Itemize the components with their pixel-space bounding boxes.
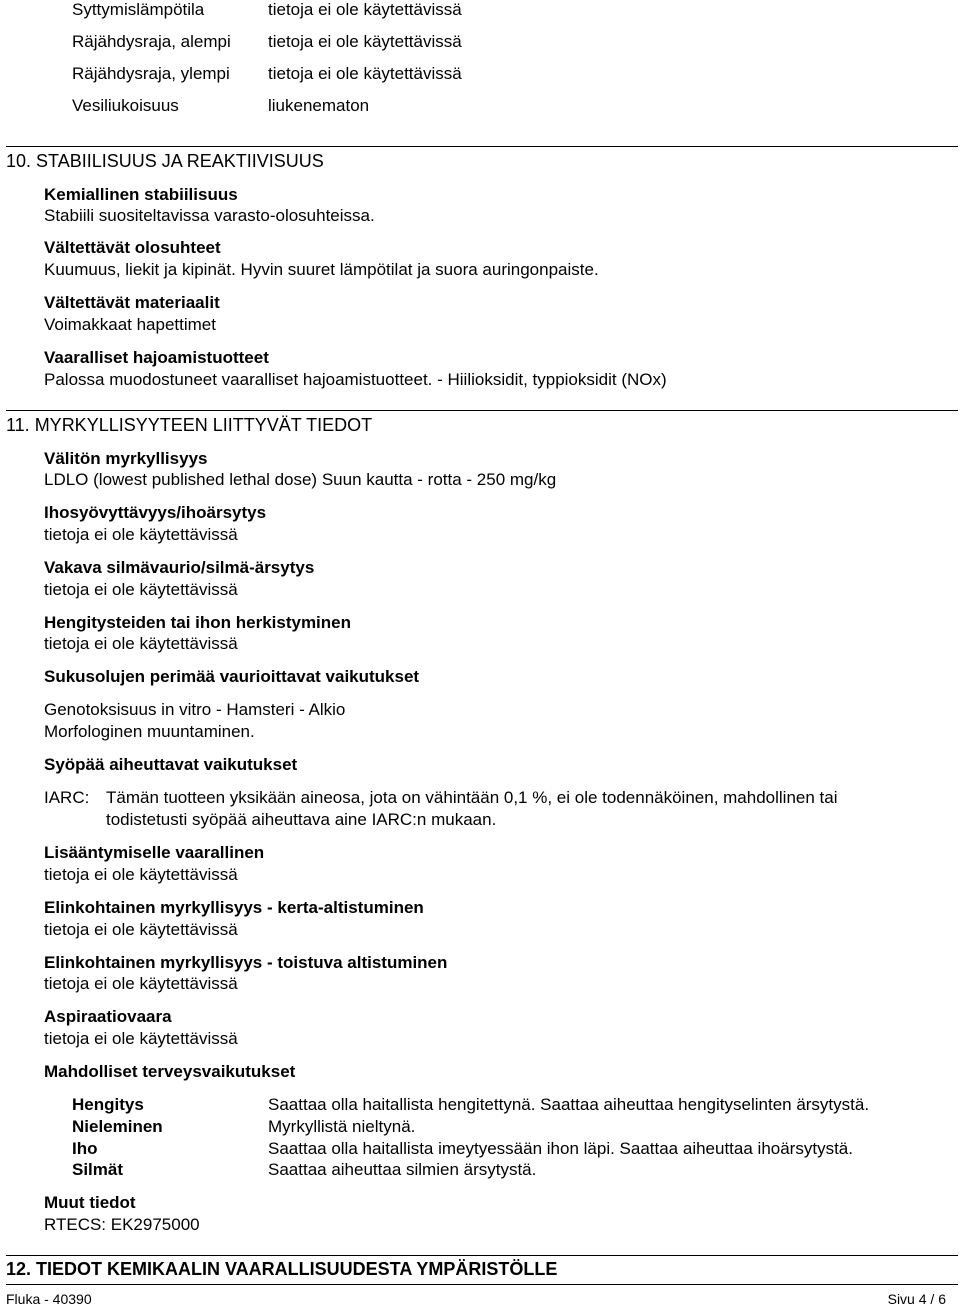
property-value: tietoja ei ole käytettävissä bbox=[268, 32, 462, 51]
acute-toxicity-text: LDLO (lowest published lethal dose) Suun kautta - rotta - 250 mg/kg bbox=[44, 470, 557, 489]
eye-damage-heading: Vakava silmävaurio/silmä-ärsytys bbox=[44, 558, 315, 577]
health-effect-route: Nieleminen bbox=[72, 1117, 163, 1136]
health-effects-heading: Mahdolliset terveysvaikutukset bbox=[44, 1062, 296, 1081]
footer-divider bbox=[6, 1284, 958, 1285]
health-effect-route: Hengitys bbox=[72, 1095, 144, 1114]
page-total: 6 bbox=[938, 1291, 946, 1307]
property-label: Räjähdysraja, ylempi bbox=[72, 64, 230, 83]
stot-repeated-text: tietoja ei ole käytettävissä bbox=[44, 974, 238, 993]
footer-product: Fluka - 40390 bbox=[6, 1291, 92, 1307]
iarc-text-line2: todistetusti syöpää aiheuttava aine IARC:n mukaan. bbox=[106, 810, 497, 829]
reproductive-toxicity-heading: Lisääntymiselle vaarallinen bbox=[44, 843, 265, 862]
other-info-text: RTECS: EK2975000 bbox=[44, 1215, 200, 1234]
materials-heading: Vältettävät materiaalit bbox=[44, 293, 220, 312]
footer-page-number bbox=[888, 1290, 946, 1308]
section-divider bbox=[6, 146, 958, 147]
health-effect-text: Saattaa aiheuttaa silmien ärsytystä. bbox=[268, 1160, 537, 1179]
aspiration-heading: Aspiraatiovaara bbox=[44, 1007, 172, 1026]
section-divider bbox=[6, 1255, 958, 1256]
stot-repeated-heading: Elinkohtainen myrkyllisyys - toistuva altistuminen bbox=[44, 953, 448, 972]
carcinogenicity-heading: Syöpää aiheuttavat vaikutukset bbox=[44, 755, 298, 774]
section-11-title: 11. MYRKYLLISYYTEEN LIITTYVÄT TIEDOT bbox=[6, 415, 373, 435]
health-effect-text: Myrkyllistä nieltynä. bbox=[268, 1117, 416, 1136]
section-divider bbox=[6, 410, 958, 411]
chemical-stability-text: Stabiili suositeltavissa varasto-olosuhteissa. bbox=[44, 206, 375, 225]
acute-toxicity-heading: Välitön myrkyllisyys bbox=[44, 449, 208, 468]
eye-damage-text: tietoja ei ole käytettävissä bbox=[44, 580, 238, 599]
iarc-text-line1: Tämän tuotteen yksikään aineosa, jota on vähintään 0,1 %, ei ole todennäköinen, mahdollinen tai bbox=[106, 788, 838, 807]
property-label: Räjähdysraja, alempi bbox=[72, 32, 231, 51]
section-12-title: 12. TIEDOT KEMIKAALIN VAARALLISUUDESTA YMPÄRISTÖLLE bbox=[6, 1259, 558, 1279]
page-separator: / bbox=[930, 1291, 935, 1307]
decomposition-text: Palossa muodostuneet vaaralliset hajoamistuotteet. - Hiilioksidit, typpioksidit (NOx) bbox=[44, 370, 667, 389]
aspiration-text: tietoja ei ole käytettävissä bbox=[44, 1029, 238, 1048]
section-10-title: 10. STABIILISUUS JA REAKTIIVISUUS bbox=[6, 151, 324, 171]
skin-corrosion-heading: Ihosyövyttävyys/ihoärsytys bbox=[44, 503, 267, 522]
property-label: Syttymislämpötila bbox=[72, 0, 205, 19]
materials-text: Voimakkaat hapettimet bbox=[44, 315, 216, 334]
sensitization-text: tietoja ei ole käytettävissä bbox=[44, 634, 238, 653]
iarc-label: IARC: bbox=[44, 788, 90, 807]
page-label: Sivu bbox=[887, 1291, 915, 1307]
stot-single-text: tietoja ei ole käytettävissä bbox=[44, 920, 238, 939]
mutagenicity-text-line1: Genotoksisuus in vitro - Hamsteri - Alkio bbox=[44, 700, 346, 719]
property-label: Vesiliukoisuus bbox=[72, 96, 179, 115]
property-value: tietoja ei ole käytettävissä bbox=[268, 0, 462, 19]
skin-corrosion-text: tietoja ei ole käytettävissä bbox=[44, 525, 238, 544]
decomposition-heading: Vaaralliset hajoamistuotteet bbox=[44, 348, 269, 367]
health-effect-text: Saattaa olla haitallista imeytyessään ihon läpi. Saattaa aiheuttaa ihoärsytystä. bbox=[268, 1139, 853, 1158]
chemical-stability-heading: Kemiallinen stabiilisuus bbox=[44, 185, 238, 204]
conditions-text: Kuumuus, liekit ja kipinät. Hyvin suuret lämpötilat ja suora auringonpaiste. bbox=[44, 260, 599, 279]
sensitization-heading: Hengitysteiden tai ihon herkistyminen bbox=[44, 613, 352, 632]
reproductive-toxicity-text: tietoja ei ole käytettävissä bbox=[44, 865, 238, 884]
page-current: 4 bbox=[918, 1291, 927, 1307]
stot-single-heading: Elinkohtainen myrkyllisyys - kerta-altistuminen bbox=[44, 898, 424, 917]
health-effect-text: Saattaa olla haitallista hengitettynä. Saattaa aiheuttaa hengityselinten ärsytystä. bbox=[268, 1095, 870, 1114]
other-info-heading: Muut tiedot bbox=[44, 1193, 136, 1212]
mutagenicity-text-line2: Morfologinen muuntaminen. bbox=[44, 722, 255, 741]
conditions-heading: Vältettävät olosuhteet bbox=[44, 238, 221, 257]
property-value: tietoja ei ole käytettävissä bbox=[268, 64, 462, 83]
health-effect-route: Iho bbox=[72, 1139, 98, 1158]
property-value: liukenematon bbox=[268, 96, 370, 115]
mutagenicity-heading: Sukusolujen perimää vaurioittavat vaikutukset bbox=[44, 667, 420, 686]
health-effect-route: Silmät bbox=[72, 1160, 124, 1179]
